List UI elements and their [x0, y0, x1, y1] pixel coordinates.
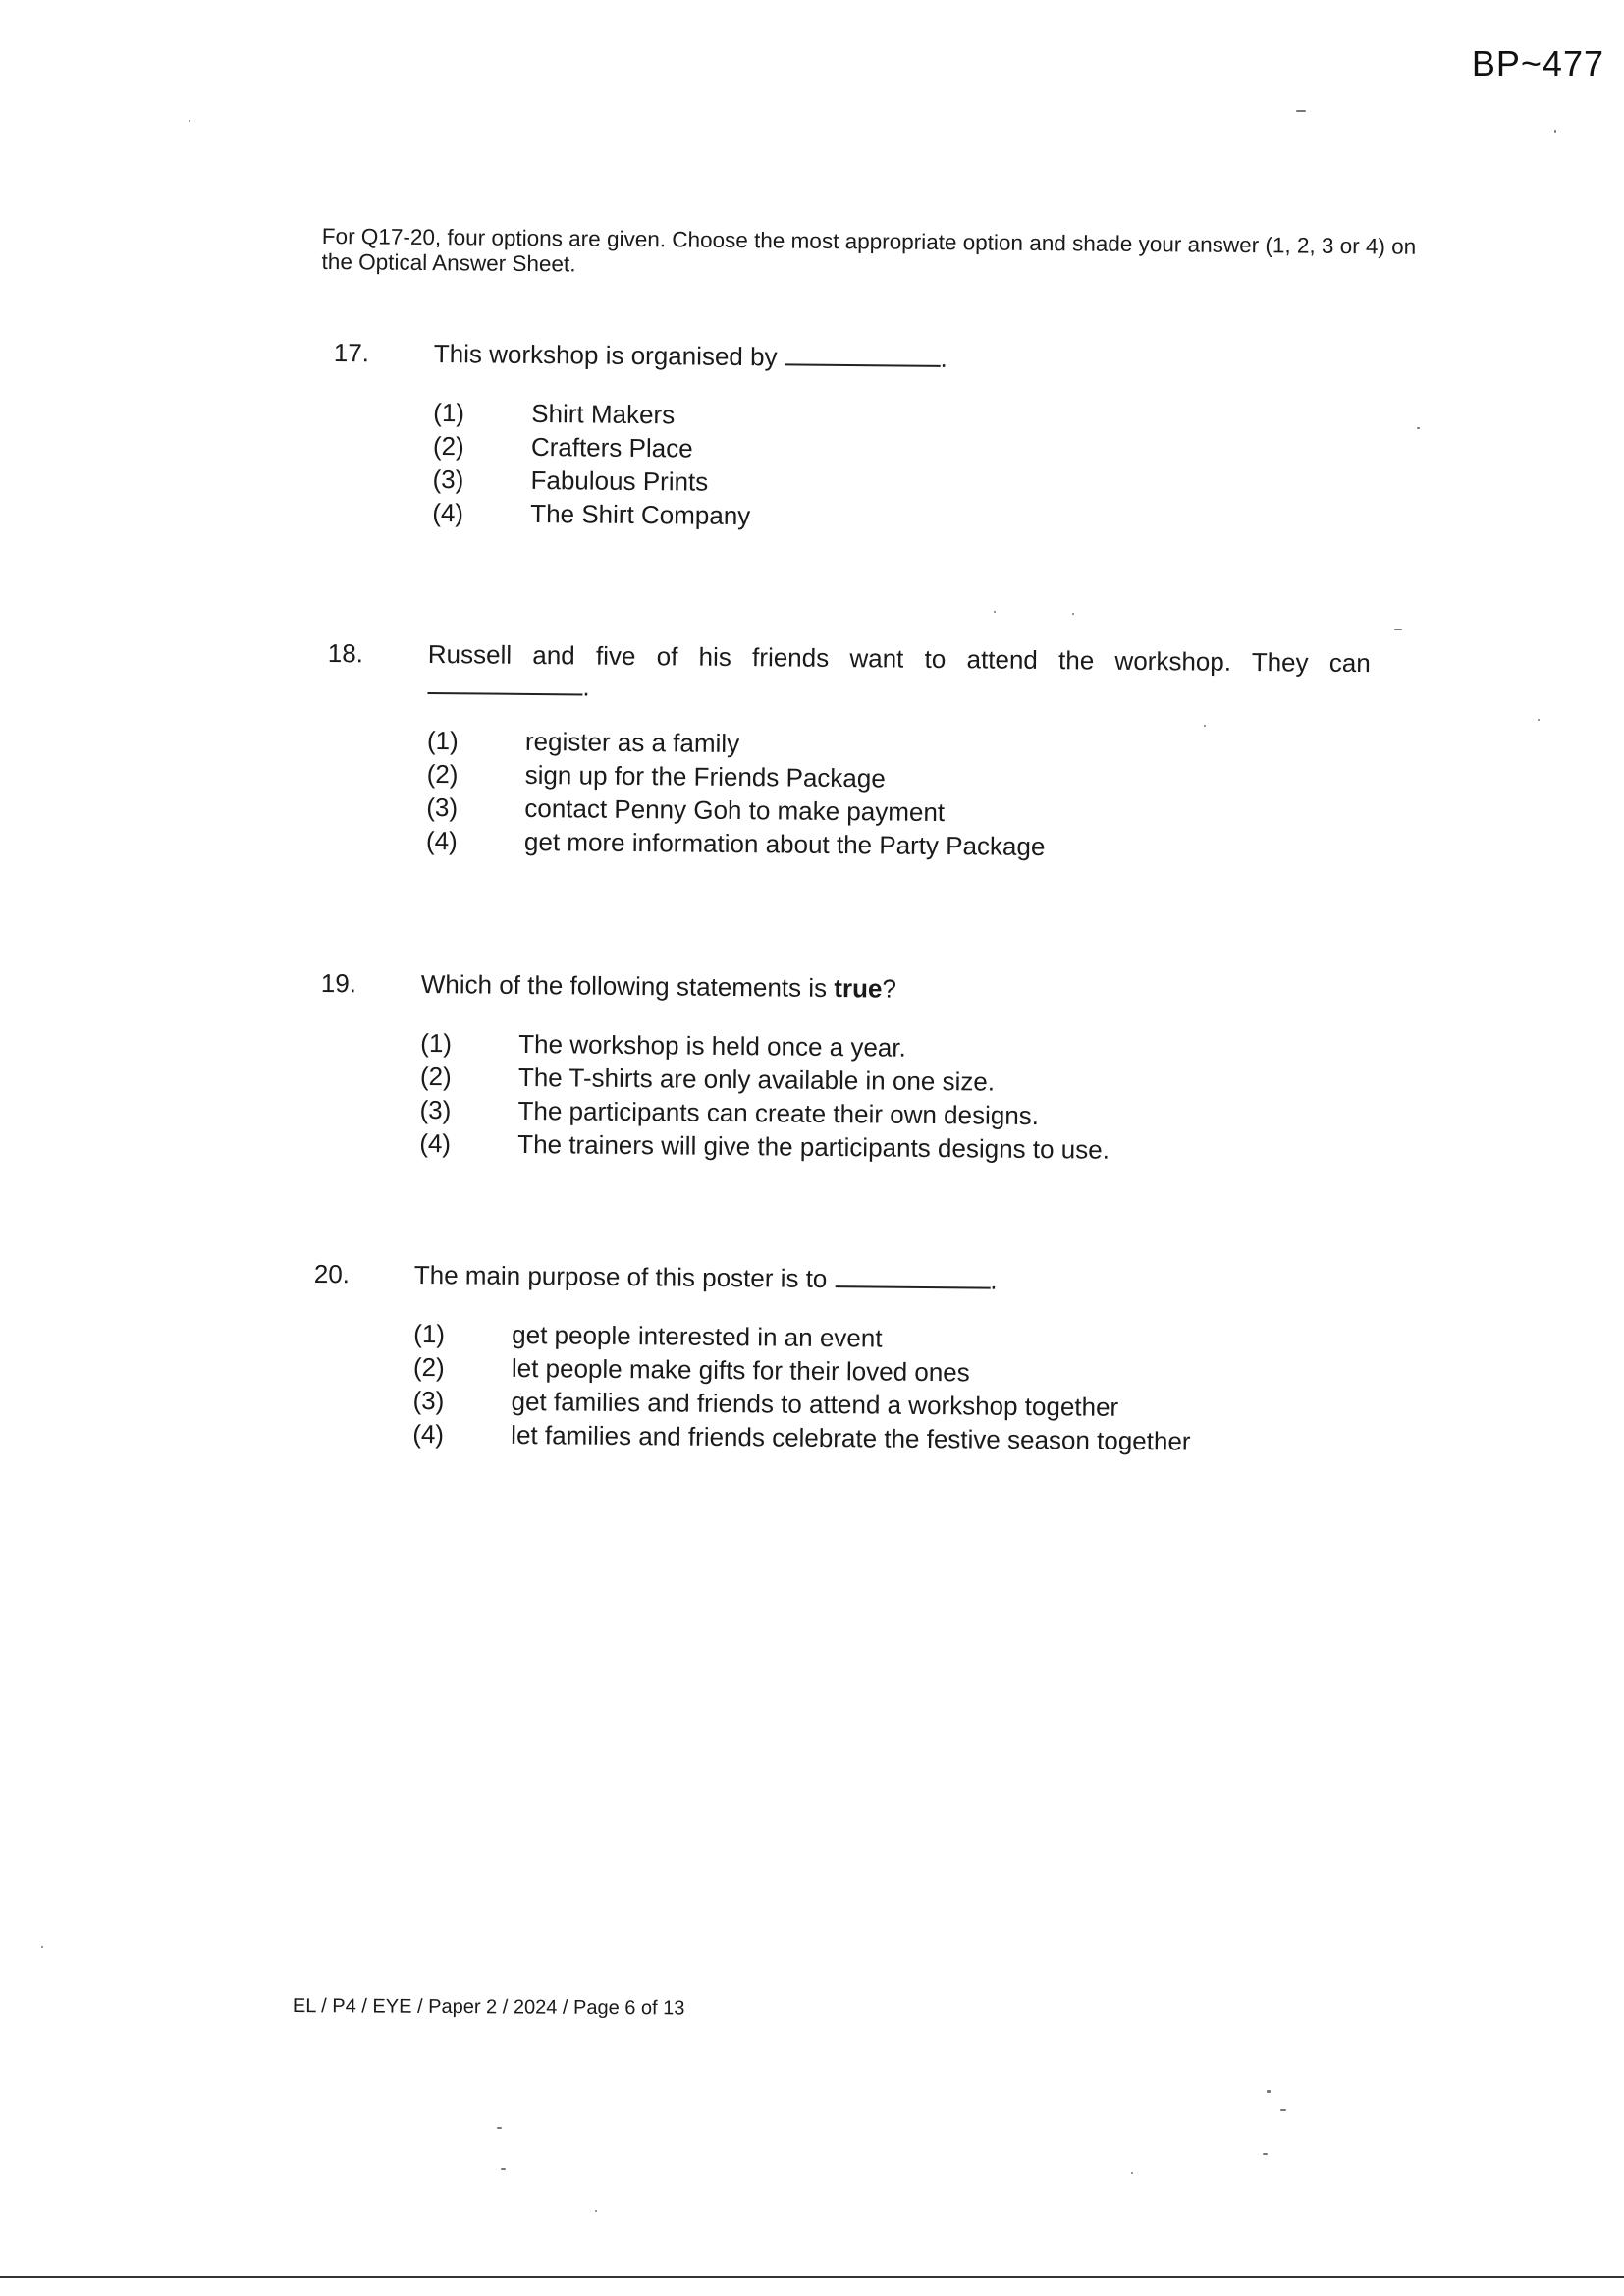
- question-18-options: [426, 724, 1407, 867]
- option-text: get more information about the Party Package: [523, 826, 1046, 862]
- stem-end: .: [990, 1265, 998, 1295]
- option-text: get people interested in an event: [512, 1319, 883, 1353]
- question-20-head: [314, 1257, 1394, 1301]
- question-number: 19.: [320, 967, 357, 999]
- question-19-options: [419, 1026, 1400, 1170]
- option-text: The T-shirts are only available in one size.: [517, 1062, 996, 1097]
- option-number: (3): [412, 1385, 445, 1416]
- question-stem-text: Russell and five of his friends want to attend the workshop. They can: [427, 638, 1371, 679]
- option-number: (1): [433, 397, 465, 428]
- option-text: contact Penny Goh to make payment: [524, 793, 946, 828]
- question-18: [326, 636, 1408, 867]
- option-number: (1): [426, 725, 459, 756]
- option-number: (2): [412, 1351, 445, 1383]
- option-number: (4): [412, 1418, 445, 1449]
- question-stem: [434, 337, 1414, 380]
- option-text: Fabulous Prints: [530, 465, 709, 497]
- emphasis-word: true: [834, 973, 883, 1004]
- option-text: register as a family: [524, 726, 740, 759]
- option-text: let people make gifts for their loved ones: [511, 1352, 970, 1388]
- question-number: 20.: [313, 1258, 351, 1289]
- question-19: [319, 966, 1401, 1170]
- question-19-head: [321, 966, 1401, 1011]
- answer-blank: [427, 671, 582, 696]
- option-text: The Shirt Company: [530, 498, 751, 531]
- option-number: (2): [419, 1061, 452, 1092]
- option-text: let families and friends celebrate the festive season together: [511, 1419, 1191, 1456]
- stem-end: .: [582, 672, 590, 702]
- stem-end: ?: [882, 973, 897, 1004]
- question-stem-text: Which of the following statements is: [420, 968, 835, 1004]
- question-number: 17.: [333, 337, 370, 368]
- option-number: (1): [413, 1318, 446, 1349]
- option-number: (4): [432, 497, 464, 528]
- question-number: 18.: [327, 637, 364, 669]
- question-17: [332, 336, 1414, 539]
- question-stem: [421, 967, 1401, 1011]
- option-number: (4): [419, 1127, 452, 1159]
- paper-code: BP~477: [1471, 43, 1604, 83]
- option-text: The workshop is held once a year.: [518, 1028, 906, 1063]
- question-20: [312, 1257, 1394, 1460]
- option-number: (2): [432, 430, 464, 462]
- instructions-text: For Q17-20, four options are given. Choose the most appropriate option and shade your answer (1, 2, 3 or 4) on the Optical Answer Sheet.: [321, 224, 1417, 277]
- question-17-head: [334, 336, 1414, 380]
- question-20-options: [412, 1317, 1393, 1460]
- option-number: (4): [425, 825, 458, 856]
- question-stem: [414, 1258, 1394, 1301]
- option-text: sign up for the Friends Package: [524, 759, 886, 793]
- bottom-rule: [0, 2276, 1624, 2278]
- option-text: Crafters Place: [530, 431, 693, 464]
- option-text: get families and friends to attend a workshop together: [511, 1386, 1119, 1422]
- option-text: Shirt Makers: [531, 398, 676, 430]
- option-number: (3): [419, 1094, 452, 1125]
- option-number: (3): [432, 464, 464, 495]
- stem-end: .: [940, 343, 947, 373]
- answer-blank: [785, 342, 940, 367]
- option-text: The participants can create their own designs.: [517, 1095, 1040, 1131]
- question-17-options: [432, 396, 1413, 539]
- option-number: (1): [420, 1027, 453, 1059]
- answer-blank: [835, 1264, 990, 1289]
- option-number: (2): [426, 758, 459, 790]
- option-text: The trainers will give the participants designs to use.: [517, 1128, 1110, 1165]
- question-stem-text: The main purpose of this poster is to: [413, 1259, 828, 1294]
- page-footer: EL / P4 / EYE / Paper 2 / 2024 / Page 6 of 13: [292, 1995, 685, 2020]
- question-stem-text: This workshop is organised by: [433, 338, 778, 372]
- option-number: (3): [426, 792, 459, 823]
